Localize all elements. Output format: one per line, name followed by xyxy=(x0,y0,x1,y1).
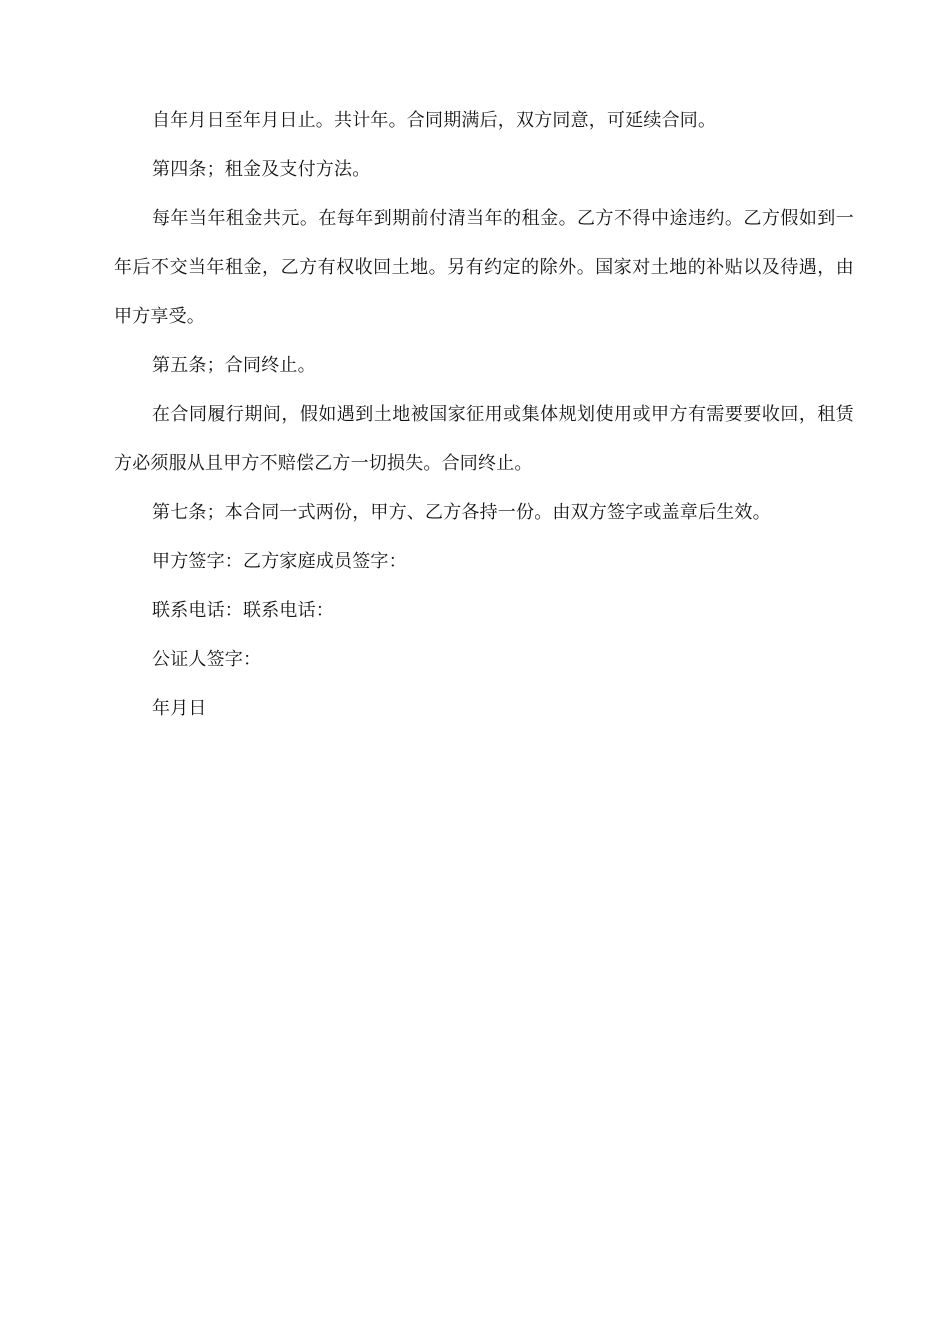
paragraph-term-period: 自年月日至年月日止。共计年。合同期满后，双方同意，可延续合同。 xyxy=(152,110,717,131)
paragraph-phones: 联系电话：联系电话： xyxy=(152,600,334,621)
document-body xyxy=(114,96,854,733)
paragraph-article-5-heading: 第五条；合同终止。 xyxy=(152,355,316,376)
paragraph-signatures: 甲方签字：乙方家庭成员签字： xyxy=(152,551,407,572)
paragraph-termination: 在合同履行期间，假如遇到土地被国家征用或集体规划使用或甲方有需要要收回，租赁方必须服从且甲方不赔偿乙方一切损失。合同终止。 xyxy=(114,404,854,474)
paragraph-date: 年月日 xyxy=(152,698,207,719)
paragraph-article-7: 第七条；本合同一式两份，甲方、乙方各持一份。由双方签字或盖章后生效。 xyxy=(152,502,771,523)
paragraph-notary: 公证人签字： xyxy=(152,649,262,670)
paragraph-article-4-heading: 第四条；租金及支付方法。 xyxy=(152,159,371,180)
paragraph-rent-payment: 每年当年租金共元。在每年到期前付清当年的租金。乙方不得中途违约。乙方假如到一年后不交当年租金，乙方有权收回土地。另有约定的除外。国家对土地的补贴以及待遇，由甲方享受。 xyxy=(114,208,854,327)
